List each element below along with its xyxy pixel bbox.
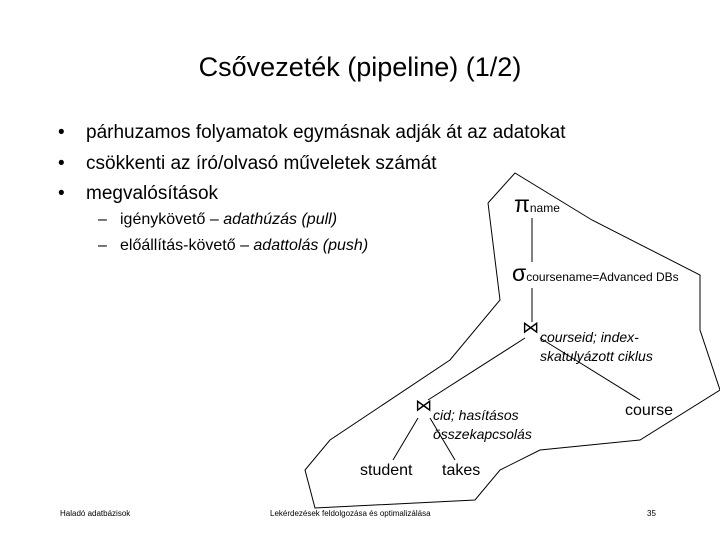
- join-bottom-note-line2: összekapcsolás: [433, 426, 532, 442]
- slide-title: Csővezeték (pipeline) (1/2): [198, 52, 522, 82]
- bullet-2-text: csökkenti az író/olvasó műveletek számát: [86, 153, 437, 174]
- selection-node: [512, 260, 679, 287]
- join-top-symbol: ⋈: [522, 318, 539, 337]
- join-top-note-line1: courseid; index-: [540, 329, 639, 345]
- footer-left: Haladó adatbázisok: [60, 509, 131, 518]
- join-bottom-note-line1: cid; hasításos: [433, 407, 519, 423]
- subbullet-1: – igénykövető – adathúzás (pull): [98, 211, 338, 228]
- selection-subscript: coursename=Advanced DBs: [526, 270, 679, 284]
- subbullet-2: – előállítás-követő – adattolás (push): [98, 237, 369, 254]
- bullet-3: • megvalósítások: [58, 183, 219, 204]
- bullet-3-text: megvalósítások: [86, 183, 219, 204]
- relation-course: course: [625, 402, 674, 419]
- bullet-1: • párhuzamos folyamatok egymásnak adják át az adatokat: [58, 122, 566, 143]
- edge-join-bottom-student: [393, 418, 418, 460]
- footer-center: Lekérdezések feldolgozása és optimalizálása: [270, 509, 431, 518]
- subbullet-2-prefix: előállítás-követő –: [120, 237, 254, 254]
- join-bottom-symbol: ⋈: [415, 396, 432, 415]
- join-top-note-line2: skatulyázott ciklus: [540, 348, 653, 364]
- page-number: 35: [647, 509, 656, 518]
- pipeline-boundary: [305, 173, 720, 508]
- subbullet-1-italic: adathúzás (pull): [223, 211, 338, 228]
- subbullet-1-prefix: igénykövető –: [120, 211, 224, 228]
- relation-student: student: [360, 462, 413, 479]
- bullet-2: • csökkenti az író/olvasó műveletek számát: [58, 153, 437, 174]
- edge-join-top-join-bottom: [428, 338, 525, 400]
- join-bottom-note: [433, 406, 532, 444]
- join-top-note: [540, 328, 653, 366]
- projection-subscript: name: [529, 201, 560, 215]
- subbullet-2-italic: adattolás (push): [253, 237, 369, 254]
- relation-takes: takes: [442, 462, 481, 479]
- projection-node: [514, 191, 560, 218]
- projection-symbol: π: [514, 191, 530, 217]
- bullet-1-text: párhuzamos folyamatok egymásnak adják át az adatokat: [86, 122, 566, 143]
- selection-symbol: σ: [512, 260, 527, 286]
